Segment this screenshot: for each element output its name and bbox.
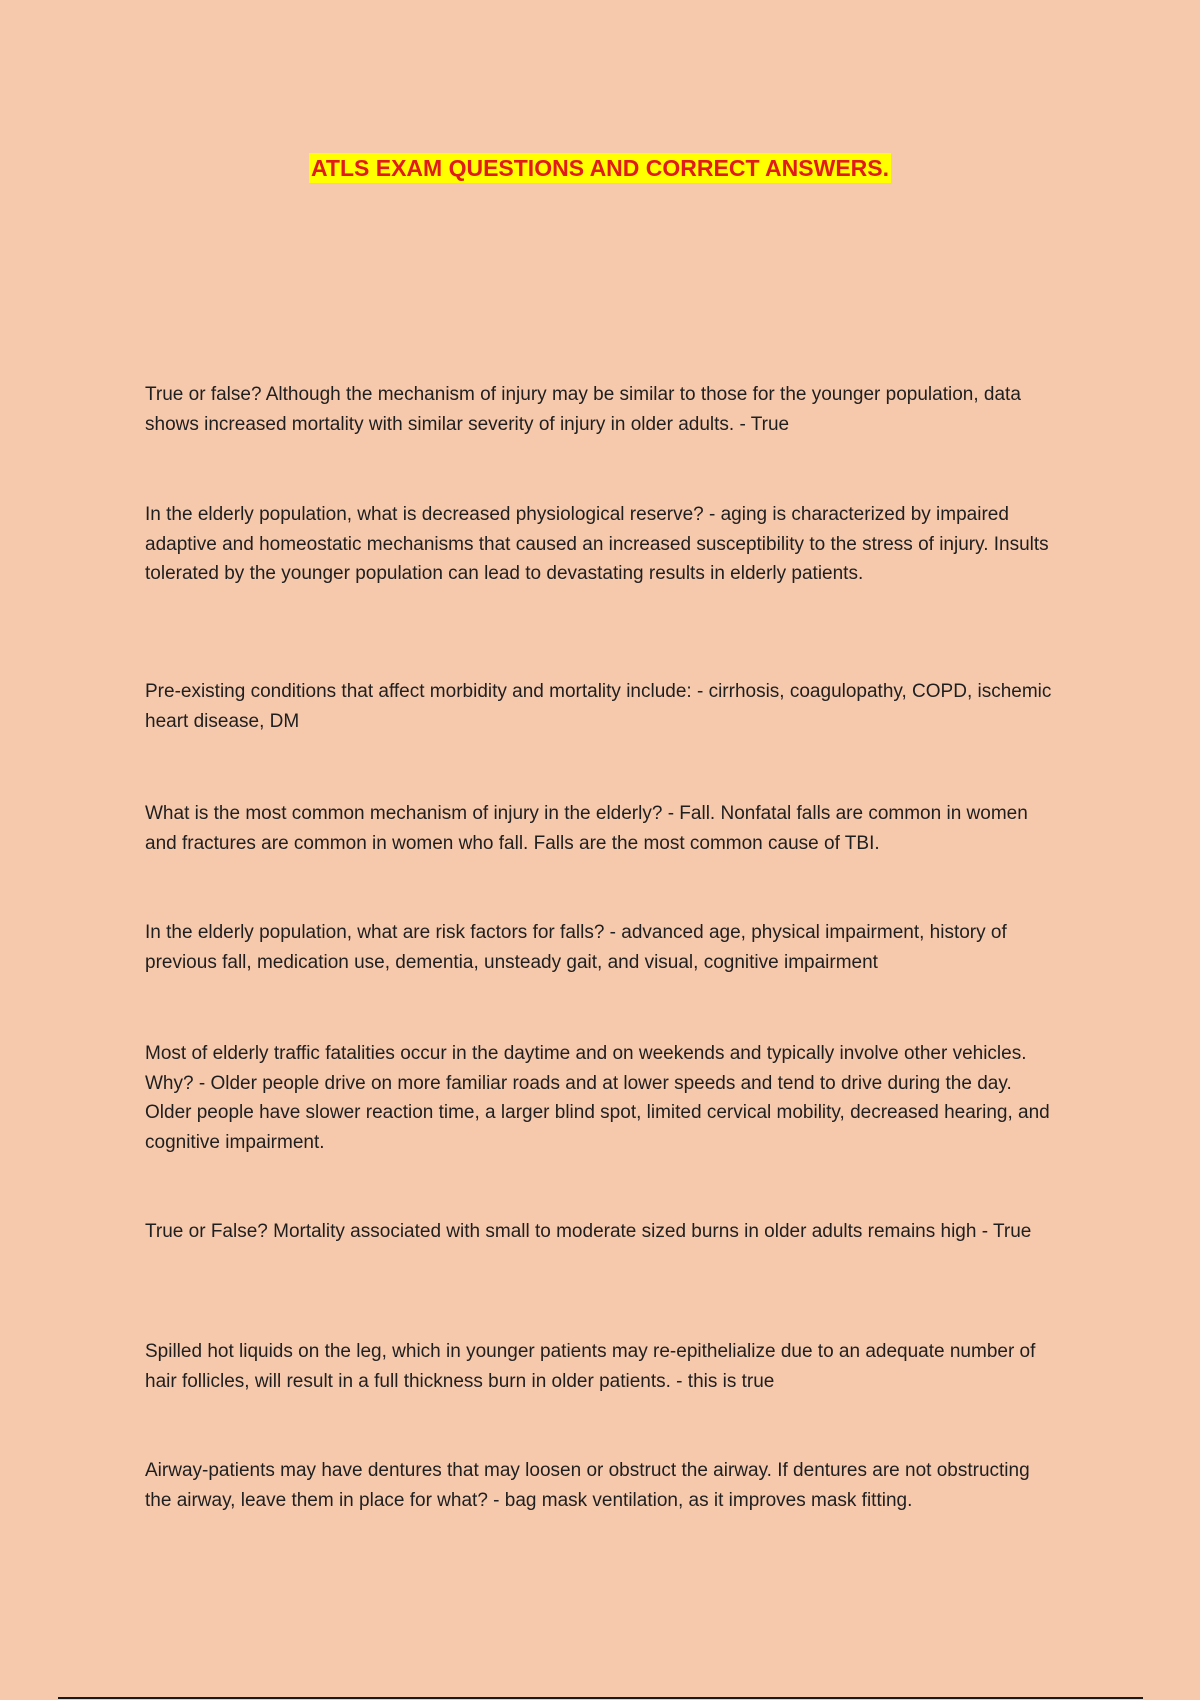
qa-item: Airway-patients may have dentures that may loosen or obstruct the airway. If dentures are not obstructing the airway, leave them in place for what? - bag mask ventilation, as it improves mask fitting. <box>145 1460 1030 1511</box>
qa-item: Pre-existing conditions that affect morbidity and mortality include: - cirrhosis, coagulopathy, COPD, ischemic heart disease, DM <box>145 681 1052 732</box>
qa-item: True or False? Mortality associated with small to moderate sized burns in older adults remains high - True <box>145 1221 1032 1242</box>
qa-item: In the elderly population, what is decreased physiological reserve? - aging is characterized by impaired adaptive and homeostatic mechanisms that caused an increased susceptibility to the stress of injury. Insults tolerated by the younger population can lead to devastating results in elderly patients. <box>145 504 1049 584</box>
qa-item: True or false? Although the mechanism of injury may be similar to those for the younger population, data shows increased mortality with similar severity of injury in older adults. - True <box>145 384 1021 435</box>
title-highlight: ATLS EXAM QUESTIONS AND CORRECT ANSWERS. <box>311 155 889 181</box>
page-title <box>0 147 1200 184</box>
qa-item: Spilled hot liquids on the leg, which in younger patients may re-epithelialize due to an adequate number of hair follicles, will result in a full thickness burn in older patients. - this is true <box>145 1341 1036 1392</box>
qa-item: What is the most common mechanism of injury in the elderly? - Fall. Nonfatal falls are common in women and fractures are common in women who fall. Falls are the most common cause of TBI. <box>145 803 1028 854</box>
qa-item: In the elderly population, what are risk factors for falls? - advanced age, physical impairment, history of previous fall, medication use, dementia, unsteady gait, and visual, cognitive impairment <box>145 922 1007 973</box>
footer-divider <box>58 1697 1143 1699</box>
qa-item: Most of elderly traffic fatalities occur in the daytime and on weekends and typically involve other vehicles. Why? - Older people drive on more familiar roads and at lower speeds and tend to drive during the day. Older people have slower reaction time, a larger blind spot, limited cervical mobility, decreased hearing, and cognitive impairment. <box>145 1043 1050 1153</box>
